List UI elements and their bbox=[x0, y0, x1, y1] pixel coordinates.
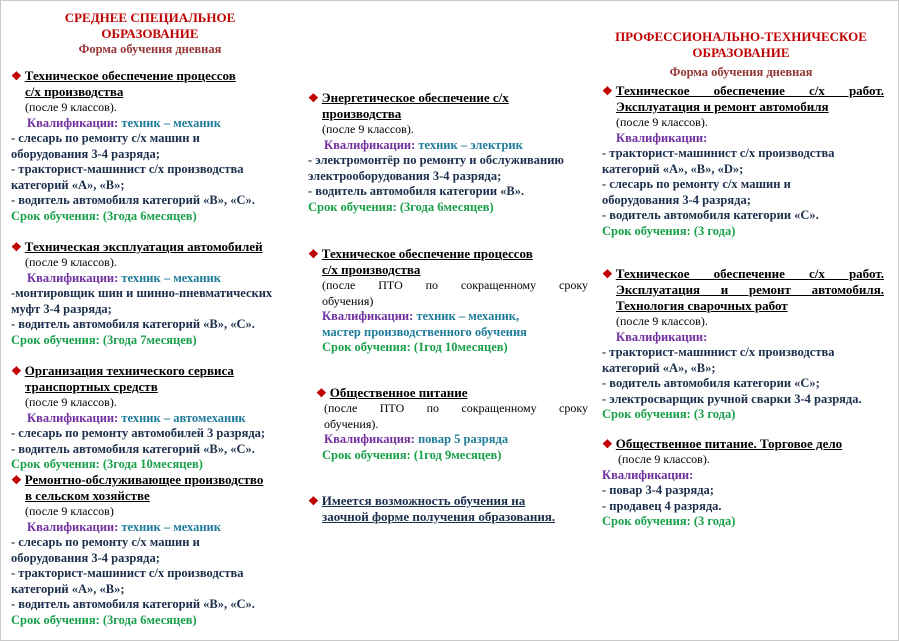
study-duration: Срок обучения: (1год 9месяцев) bbox=[322, 447, 502, 462]
diamond-bullet-icon: ❖ bbox=[308, 247, 319, 261]
program-qualification bbox=[308, 309, 588, 325]
program-admission: (после 9 классов). bbox=[616, 115, 708, 129]
qualification-line: - тракторист-машинист с/х производства bbox=[11, 162, 244, 176]
qualification-label: Квалификации: bbox=[324, 137, 416, 152]
program-admission: (после ПТО по сокращенному сроку bbox=[322, 278, 588, 292]
study-duration: Срок обучения: (3года 7месяцев) bbox=[11, 332, 197, 347]
right-heading-line2: ОБРАЗОВАНИЕ bbox=[692, 45, 790, 60]
qualification-label: Квалификации: bbox=[602, 467, 694, 482]
right-heading-line1: ПРОФЕССИОНАЛЬНО-ТЕХНИЧЕСКОЕ bbox=[615, 29, 867, 44]
diamond-bullet-icon: ❖ bbox=[316, 386, 327, 400]
program-title-line1: Техническое обеспечение с/х работ. bbox=[615, 266, 884, 281]
program-title bbox=[308, 493, 593, 509]
right-program-1 bbox=[602, 83, 884, 239]
right-program-3 bbox=[602, 436, 884, 530]
diamond-bullet-icon: ❖ bbox=[602, 437, 613, 451]
qualification-line: - водитель автомобиля категорий «В», «С». bbox=[11, 193, 255, 207]
middle-program-4 bbox=[308, 493, 593, 525]
qualification-line: - тракторист-машинист с/х производства bbox=[602, 146, 835, 160]
qualification-line: категорий «А», «В», «D»; bbox=[602, 161, 744, 176]
left-program-1 bbox=[11, 68, 301, 224]
left-program-3 bbox=[11, 363, 301, 473]
program-admission-line2: обучения) bbox=[322, 293, 374, 308]
program-title bbox=[308, 246, 588, 262]
diamond-bullet-icon: ❖ bbox=[602, 84, 613, 98]
diamond-bullet-icon: ❖ bbox=[308, 494, 319, 508]
qualification-line: -монтировщик шин и шинно-пневматических bbox=[11, 286, 273, 300]
program-title-line1: Общественное питание bbox=[329, 385, 468, 400]
qualification-label: Квалификации: bbox=[322, 309, 414, 323]
left-heading bbox=[20, 10, 280, 42]
program-title-line2: с/х производства bbox=[25, 84, 124, 99]
qualification-value: техник – механик bbox=[118, 115, 221, 130]
qualification-line: - водитель автомобиля категории «С». bbox=[602, 208, 819, 222]
qualification-value: техник – механик bbox=[118, 519, 221, 534]
qualification-label: Квалификации: bbox=[27, 270, 119, 285]
program-admission: (после 9 классов). bbox=[25, 395, 117, 409]
program-admission: (после 9 классов). bbox=[616, 314, 708, 328]
program-title-line3: Технология сварочных работ bbox=[616, 298, 788, 313]
program-title bbox=[602, 436, 884, 452]
study-duration: Срок обучения: (3 года) bbox=[602, 514, 736, 528]
program-qualification bbox=[11, 271, 301, 287]
middle-column bbox=[300, 0, 595, 641]
study-duration: Срок обучения: (3года 6месяцев) bbox=[11, 208, 197, 223]
study-duration: Срок обучения: (1год 10месяцев) bbox=[322, 340, 508, 354]
program-title-line1: Организация технического сервиса bbox=[24, 363, 234, 378]
program-title-line2: производства bbox=[322, 106, 402, 121]
program-title-line1: Техническое обеспечение процессов bbox=[321, 246, 533, 261]
right-program-2 bbox=[602, 266, 884, 423]
diamond-bullet-icon: ❖ bbox=[11, 364, 22, 378]
study-duration: Срок обучения: (3года 6месяцев) bbox=[11, 612, 197, 627]
program-title bbox=[602, 266, 884, 282]
program-title bbox=[11, 239, 301, 255]
program-admission: (после 9 классов). bbox=[618, 452, 710, 466]
program-qualification bbox=[11, 411, 301, 427]
middle-program-1 bbox=[308, 90, 593, 215]
qualification-value: техник – автомеханик bbox=[118, 410, 246, 425]
program-admission: (после 9 классов). bbox=[322, 122, 414, 136]
program-title-line1: Ремонтно-обслуживающее производство bbox=[24, 472, 264, 487]
qualification-line: категорий «А», «В»; bbox=[11, 581, 125, 596]
program-qualification bbox=[602, 330, 884, 346]
study-duration: Срок обучения: (3 года) bbox=[602, 223, 736, 238]
qualification-label: Квалификации: bbox=[27, 410, 119, 425]
qualification-line: - водитель автомобиля категории «С»; bbox=[602, 376, 820, 390]
left-program-4 bbox=[11, 472, 301, 628]
qualification-line: - слесарь по ремонту с/х машин и bbox=[602, 177, 791, 191]
qualification-line: муфт 3-4 разряда; bbox=[11, 301, 112, 316]
qualification-line: оборудования 3-4 разряда; bbox=[602, 192, 751, 207]
right-column bbox=[596, 0, 896, 641]
left-heading-line1: СРЕДНЕЕ СПЕЦИАЛЬНОЕ bbox=[64, 10, 236, 25]
left-heading-line2: ОБРАЗОВАНИЕ bbox=[101, 26, 199, 41]
program-title-line1: Имеется возможность обучения на bbox=[321, 493, 526, 508]
program-qualification bbox=[602, 468, 884, 484]
program-title bbox=[11, 68, 301, 84]
right-form: Форма обучения дневная bbox=[669, 65, 813, 79]
program-title-line2: заочной форме получения образования. bbox=[322, 509, 556, 524]
qualification-line: категорий «А», «В»; bbox=[11, 177, 125, 192]
program-admission: (после 9 классов). bbox=[25, 100, 117, 114]
study-duration: Срок обучения: (3года 6месяцев) bbox=[308, 199, 494, 214]
qualification-line: - водитель автомобиля категории «В». bbox=[308, 184, 525, 198]
program-title bbox=[602, 83, 884, 99]
qualification-line: оборудования 3-4 разряда; bbox=[11, 550, 160, 565]
program-title-line1: Техническое обеспечение процессов bbox=[24, 68, 236, 83]
qualification-line: - слесарь по ремонту автомобилей 3 разряда; bbox=[11, 426, 266, 440]
qualification-line: - электросварщик ручной сварки 3-4 разряда. bbox=[602, 391, 862, 406]
qualification-value-line2: мастер производственного обучения bbox=[322, 324, 527, 339]
qualification-label: Квалификация: bbox=[324, 432, 415, 446]
program-qualification bbox=[11, 116, 301, 132]
qualification-line: - водитель автомобиля категорий «В», «С». bbox=[11, 441, 255, 456]
program-title bbox=[308, 385, 588, 401]
program-title bbox=[11, 363, 301, 379]
qualification-label: Квалификации: bbox=[616, 130, 708, 145]
program-admission: (после 9 классов). bbox=[25, 255, 117, 269]
program-title-line1: Энергетическое обеспечение с/х bbox=[321, 90, 509, 105]
program-title-line1: Техническое обеспечение с/х работ. bbox=[615, 83, 884, 98]
qualification-label: Квалификации: bbox=[27, 115, 119, 130]
qualification-line: - тракторист-машинист с/х производства bbox=[11, 566, 244, 580]
diamond-bullet-icon: ❖ bbox=[602, 267, 613, 281]
program-title-line2: с/х производства bbox=[322, 262, 421, 277]
qualification-line: - продавец 4 разряда. bbox=[602, 498, 722, 513]
program-title-line1: Техническая эксплуатация автомобилей bbox=[24, 239, 263, 254]
program-qualification bbox=[308, 432, 588, 448]
program-title bbox=[308, 90, 593, 106]
diamond-bullet-icon: ❖ bbox=[11, 473, 22, 487]
program-qualification bbox=[602, 131, 884, 147]
right-heading bbox=[596, 29, 886, 61]
diamond-bullet-icon: ❖ bbox=[11, 240, 22, 254]
left-program-2 bbox=[11, 239, 301, 348]
program-admission: (после ПТО по сокращенному сроку bbox=[324, 401, 588, 415]
middle-program-3 bbox=[308, 385, 588, 463]
diamond-bullet-icon: ❖ bbox=[308, 91, 319, 105]
qualification-line: - слесарь по ремонту с/х машин и bbox=[11, 131, 200, 145]
program-title-line2: в сельском хозяйстве bbox=[25, 488, 150, 503]
qualification-line: - водитель автомобиля категорий «В», «С». bbox=[11, 317, 255, 331]
qualification-line: - повар 3-4 разряда; bbox=[602, 483, 714, 497]
qualification-label: Квалификации: bbox=[27, 519, 119, 534]
study-duration: Срок обучения: (3 года) bbox=[602, 407, 736, 421]
qualification-value: повар 5 разряда bbox=[414, 432, 509, 446]
qualification-line: - водитель автомобиля категорий «В», «С». bbox=[11, 597, 255, 611]
qualification-line: - тракторист-машинист с/х производства bbox=[602, 345, 835, 359]
program-qualification bbox=[11, 520, 301, 536]
qualification-line: оборудования 3-4 разряда; bbox=[11, 146, 160, 161]
qualification-value: техник – механик bbox=[118, 270, 221, 285]
qualification-value: техник – электрик bbox=[415, 137, 523, 152]
qualification-label: Квалификации: bbox=[616, 329, 708, 344]
qualification-line: категорий «А», «В»; bbox=[602, 360, 716, 375]
program-title-line1: Общественное питание. Торговое дело bbox=[615, 436, 843, 451]
program-qualification bbox=[308, 138, 593, 154]
middle-program-2 bbox=[308, 246, 588, 356]
left-column bbox=[0, 0, 300, 641]
qualification-value: техник – механик, bbox=[413, 309, 520, 323]
left-form: Форма обучения дневная bbox=[78, 42, 222, 56]
qualification-line: - электромонтёр по ремонту и обслуживанию bbox=[308, 153, 564, 167]
program-title-line2: Эксплуатация и ремонт автомобиля. bbox=[616, 282, 884, 297]
qualification-line: электрооборудования 3-4 разряда; bbox=[308, 168, 502, 183]
program-title bbox=[11, 472, 301, 488]
qualification-line: - слесарь по ремонту с/х машин и bbox=[11, 535, 200, 549]
program-title-line2: Эксплуатация и ремонт автомобиля bbox=[616, 99, 829, 114]
program-title-line2: транспортных средств bbox=[25, 379, 158, 394]
program-admission: (после 9 классов) bbox=[25, 504, 114, 518]
study-duration: Срок обучения: (3года 10месяцев) bbox=[11, 457, 203, 471]
diamond-bullet-icon: ❖ bbox=[11, 69, 22, 83]
program-admission-line2: обучения). bbox=[324, 416, 379, 431]
